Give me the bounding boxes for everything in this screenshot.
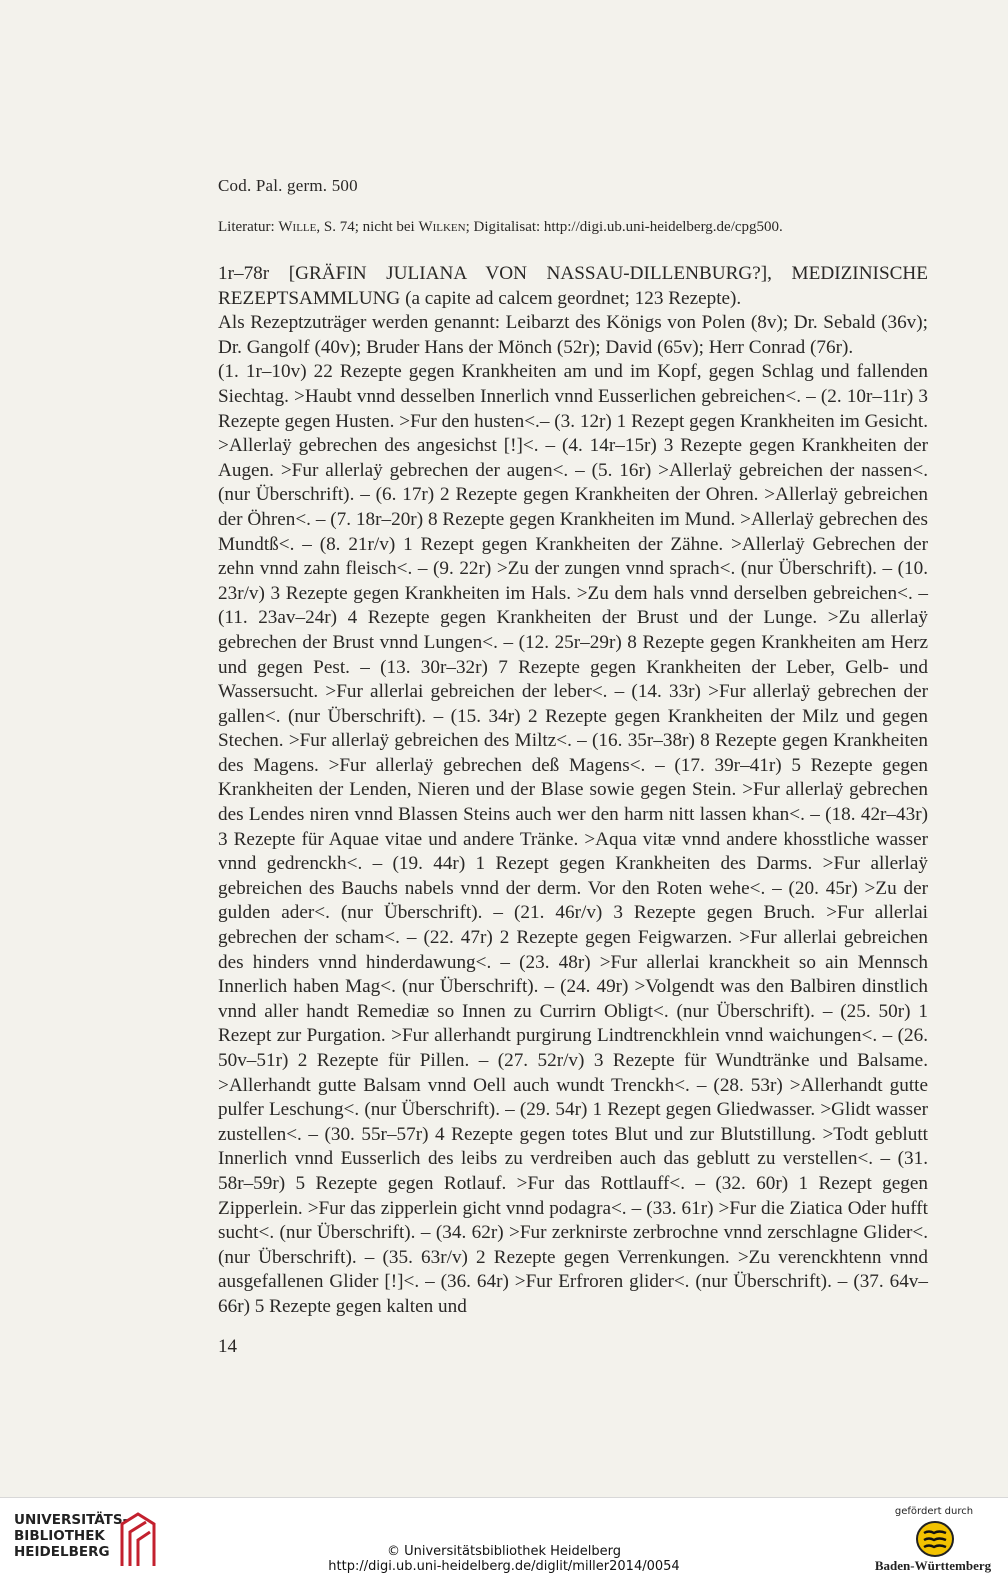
library-logo-line2: BIBLIOTHEK bbox=[14, 1528, 105, 1544]
literature-line bbox=[218, 219, 938, 236]
page-number: 14 bbox=[218, 1336, 237, 1357]
author-wille: Wille bbox=[278, 219, 317, 235]
main-text bbox=[218, 262, 928, 1320]
library-logo-line1: UNIVERSITÄTS- bbox=[14, 1512, 129, 1528]
contributors-paragraph: Als Rezeptzuträger werden genannt: Leibarzt des Königs von Polen (8v); Dr. Sebald (36v); Dr. Gangolf (40v); Bruder Hans der Mönch (52r); David (65v); Herr Conrad (76r). bbox=[218, 312, 928, 358]
copyright-text: © Universitätsbibliothek Heidelberg bbox=[386, 1544, 621, 1559]
literature-mid: , S. 74; nicht bei bbox=[316, 219, 419, 235]
recipe-list-paragraph: (1. 1r–10v) 22 Rezepte gegen Krankheiten am und im Kopf, gegen Schlag und fallenden Siechtag. >Haubt vnnd desselben Innerlich vnnd Eusserlichen gebreichen<. – (2. 10r–11r) 3 Rezepte gegen Husten. >Fur den husten<.– (3. 12r) 1 Rezept gegen Krankheiten im Gesicht. >Allerlaÿ gebrechen des angesichst [!]<. – (4. 14r–15r) 3 Rezepte gegen Krankheiten der Augen. >Fur allerlaÿ gebrechen der augen<. – (5. 16r) >Allerlaÿ gebreichen der nassen<. (nur Überschrift). – (6. 17r) 2 Rezepte gegen Krankheiten der Ohren. >Allerlaÿ gebreichen der Öhren<. – (7. 18r–20r) 8 Rezepte gegen Krankheiten im Mund. >Allerlaÿ gebrechen des Mundtß<. – (8. 21r/v) 1 Rezept gegen Krankheiten der Zähne. >Allerlaÿ Gebrechen der zehn vnnd zahn fleisch<. – (9. 22r) >Zu der zungen vnnd sprach<. (nur Überschrift). – (10. 23r/v) 3 Rezepte gegen Krankheiten im Hals. >Zu dem hals vnnd derselben gebreichen<. – (11. 23av–24r) 4 Rezepte gegen Krankheiten der Brust und der Lunge. >Zu allerlaÿ gebrechen der Brust vnnd Lungen<. – (12. 25r–29r) 8 Rezepte gegen Krankheiten am Herz und gegen Pest. – (13. 30r–32r) 7 Rezepte gegen Krankheiten der Leber, Gelb- und Wassersucht. >Fur allerlai gebreichen der leber<. – (14. 33r) >Fur allerlaÿ gebrechen der gallen<. (nur Überschrift). – (15. 34r) 2 Rezepte gegen Krankheiten der Milz und gegen Stechen. >Fur allerlaÿ gebreichen des Miltz<. – (16. 35r–38r) 8 Rezepte gegen Krankheiten des Magens. >Fur allerlaÿ gebrechen deß Magens<. – (17. 39r–41r) 5 Rezepte gegen Krankheiten der Lenden, Nieren und der Blase sowie gegen Stein. >Fur allerlaÿ gebrechen des Lendes niren vnnd Blassen Steins auch wer den harm nitt lassen khan<. – (18. 42r–43r) 3 Rezepte für Aquae vitae und andere Tränke. >Aqua vitæ vnnd andere khosstliche wasser vnnd gedrenckh<. – (19. 44r) 1 Rezept gegen Krankheiten des Darms. >Fur allerlaÿ gebreichen des Bauchs nabels vnnd der derm. Vor den Roten wehe<. – (20. 45r) >Zu der gulden ader<. (nur Überschrift). – (21. 46r/v) 3 Rezepte gegen Bruch. >Fur allerlai gebrechen der scham<. – (22. 47r) 2 Rezepte gegen Feigwarzen. >Fur allerlai gebreichen des hinders vnnd hinderdawung<. – (23. 48r) >Fur allerlai kranckheit so ain Mennsch Innerlich haben Mag<. (nur Überschrift). – (24. 49r) >Volgendt was den Balbiren dinstlich vnnd aller handt Remediæ so Innen zu Currirn Obligt<. (nur Überschrift). – (25. 50r) 1 Rezept zur Purgation. >Fur allerhandt purgirung Lindtrenckhlein vnnd waichungen<. – (26. 50v–51r) 2 Rezepte für Pillen. – (27. 52r/v) 3 Rezepte für Wundtränke und Balsame. >Allerhandt gutte Balsam vnnd Oell auch wundt Trenckh<. – (28. 53r) >Allerhandt gutte pulfer Leschung<. (nur Überschrift). – (29. 54r) 1 Rezept gegen Gliedwasser. >Glidt wasser zustellen<. – (30. 55r–57r) 4 Rezepte gegen totes Blut und zur Blutstillung. >Todt geblutt Innerlich vnnd Eusserlich des leibs zu verdreiben auch das geblutt zu verstellen<. – (31. 58r–59r) 5 Rezepte gegen Rotlauf. >Fur das Rottlauff<. – (32. 60r) 1 Rezept gegen Zipperlein. >Fur das zipperlein gicht vnnd podagra<. – (33. 61r) >Fur die Ziatica Oder hufft sucht<. (nur Überschrift). – (34. 62r) >Fur zerknirste zerbrochne vnnd zerschlagne Glider<. (nur Überschrift). – (35. 63r/v) 2 Rezepte gegen Verrenkungen. >Zu verenckhtenn vnnd ausgefallenen Glider [!]<. – (36. 64r) >Fur Erfroren glider<. (nur Überschrift). – (37. 64v–66r) 5 Rezepte gegen kalten und bbox=[218, 361, 928, 1317]
library-logo-line3: HEIDELBERG bbox=[14, 1544, 110, 1560]
shelfmark: Cod. Pal. germ. 500 bbox=[218, 176, 358, 195]
sponsor-name: Baden-Württemberg bbox=[874, 1558, 992, 1573]
sponsor-label: gefördert durch bbox=[894, 1506, 974, 1517]
footer-bar bbox=[0, 1497, 1008, 1580]
literature-suffix: ; Digitalisat: http://digi.ub.uni-heidelberg.de/cpg500. bbox=[465, 219, 783, 235]
permalink-url[interactable]: http://digi.ub.uni-heidelberg.de/diglit/miller2014/0054 bbox=[328, 1559, 680, 1574]
state-coat-of-arms-icon bbox=[915, 1520, 955, 1558]
literature-prefix: Literatur: bbox=[218, 219, 279, 235]
collection-heading: 1r–78r [GRÄFIN JULIANA VON NASSAU-DILLENBURG?], MEDIZINISCHE REZEPTSAMMLUNG (a capite ad calcem geordnet; 123 Rezepte). bbox=[218, 263, 928, 309]
copyright-block bbox=[0, 1544, 1008, 1574]
author-wilken: Wilken bbox=[418, 219, 466, 235]
